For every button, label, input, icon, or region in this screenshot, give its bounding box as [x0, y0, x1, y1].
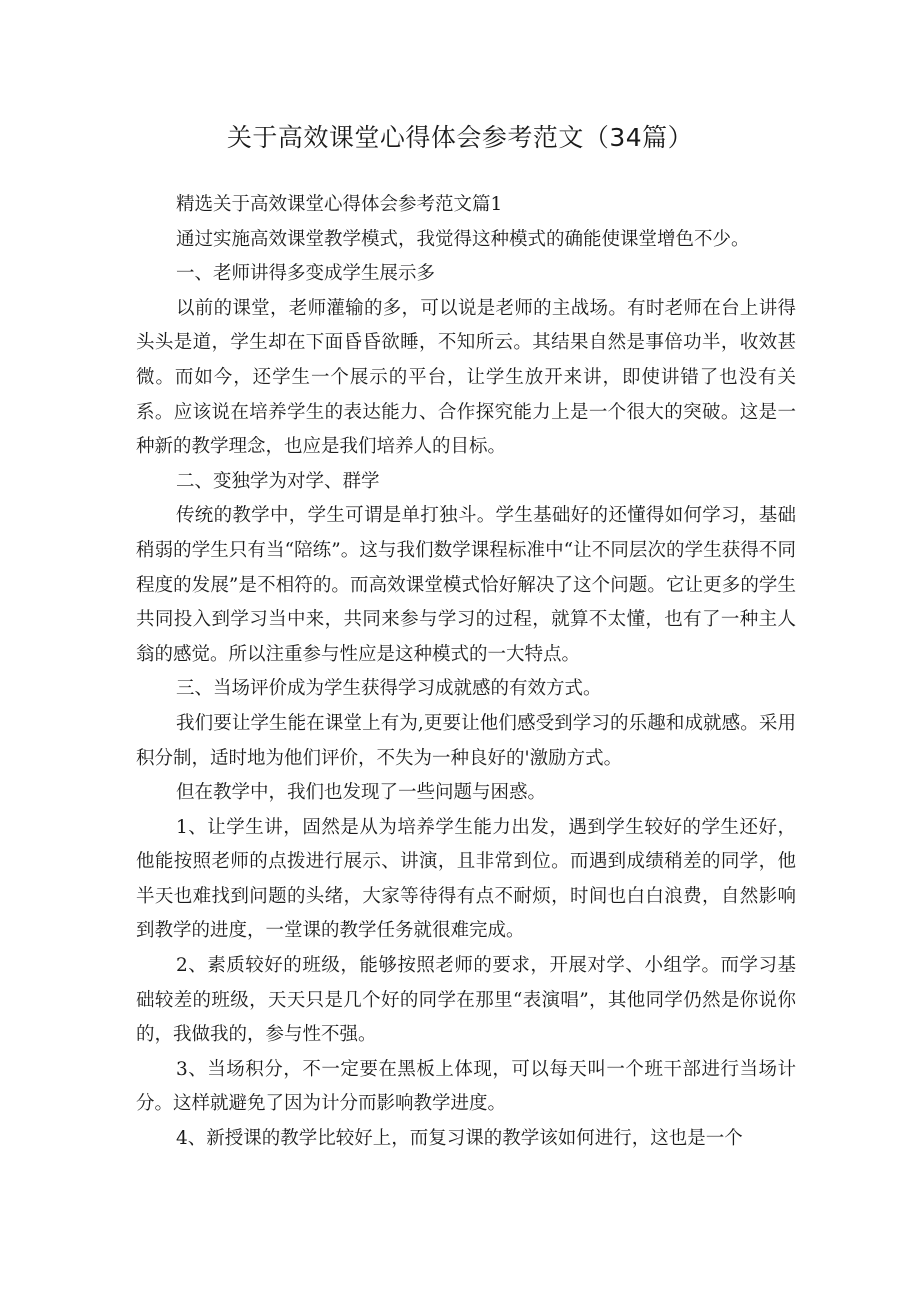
subheading: 三、当场评价成为学生获得学习成就感的有效方式。 — [176, 678, 602, 700]
subheading: 二、变独学为对学、群学 — [176, 470, 380, 492]
list-item: 4、新授课的教学比较好上，而复习课的教学该如何进行，这也是一个 — [176, 1128, 743, 1150]
page-title: 关于高效课堂心得体会参考范文（34篇） — [226, 123, 694, 152]
list-item: 2、素质较好的班级，能够按照老师的要求，开展对学、小组学。而学习基础较差的班级，天天只是几个好的同学在那里“表演唱”，其他同学仍然是你说你的，我做我的，参与性不强。 — [136, 955, 796, 1046]
document-body — [136, 188, 796, 1157]
paragraph: 但在教学中，我们也发现了一些问题与困惑。 — [176, 782, 547, 804]
paragraph: 以前的课堂，老师灌输的多，可以说是老师的主战场。有时老师在台上讲得头头是道，学生却在下面昏昏欲睡，不知所云。其结果自然是事倍功半，收效甚微。而如今，还学生一个展示的平台，让学生放开来讲，即使讲错了也没有关系。应该说在培养学生的表达能力、合作探究能力上是一个很大的突破。这是一种新的教学理念，也应是我们培养人的目标。 — [136, 297, 796, 458]
paragraph: 传统的教学中，学生可谓是单打独斗。学生基础好的还懂得如何学习，基础稍弱的学生只有当“陪练”。这与我们数学课程标准中“让不同层次的学生获得不同程度的发展”是不相符的。而高效课堂模式恰好解决了这个问题。它让更多的学生共同投入到学习当中来，共同来参与学习的过程，就算不太懂，也有了一种主人翁的感觉。所以注重参与性应是这种模式的一大特点。 — [136, 505, 796, 665]
paragraph: 我们要让学生能在课堂上有为,更要让他们感受到学习的乐趣和成就感。采用积分制，适时地为他们评价，不失为一种良好的'激励方式。 — [136, 712, 796, 769]
list-item: 1、让学生讲，固然是从为培养学生能力出发，遇到学生较好的学生还好，他能按照老师的点拨进行展示、讲演，且非常到位。而遇到成绩稍差的同学，他半天也难找到问题的头绪，大家等待得有点不耐烦，时间也白白浪费，自然影响到教学的进度，一堂课的教学任务就很难完成。 — [136, 816, 796, 942]
paragraph: 通过实施高效课堂教学模式，我觉得这种模式的确能使课堂增色不少。 — [176, 228, 750, 250]
subheading: 一、老师讲得多变成学生展示多 — [176, 263, 436, 285]
section-heading: 精选关于高效课堂心得体会参考范文篇1 — [176, 194, 503, 215]
list-item: 3、当场积分，不一定要在黑板上体现，可以每天叫一个班干部进行当场计分。这样就避免了因为计分而影响教学进度。 — [136, 1058, 796, 1115]
